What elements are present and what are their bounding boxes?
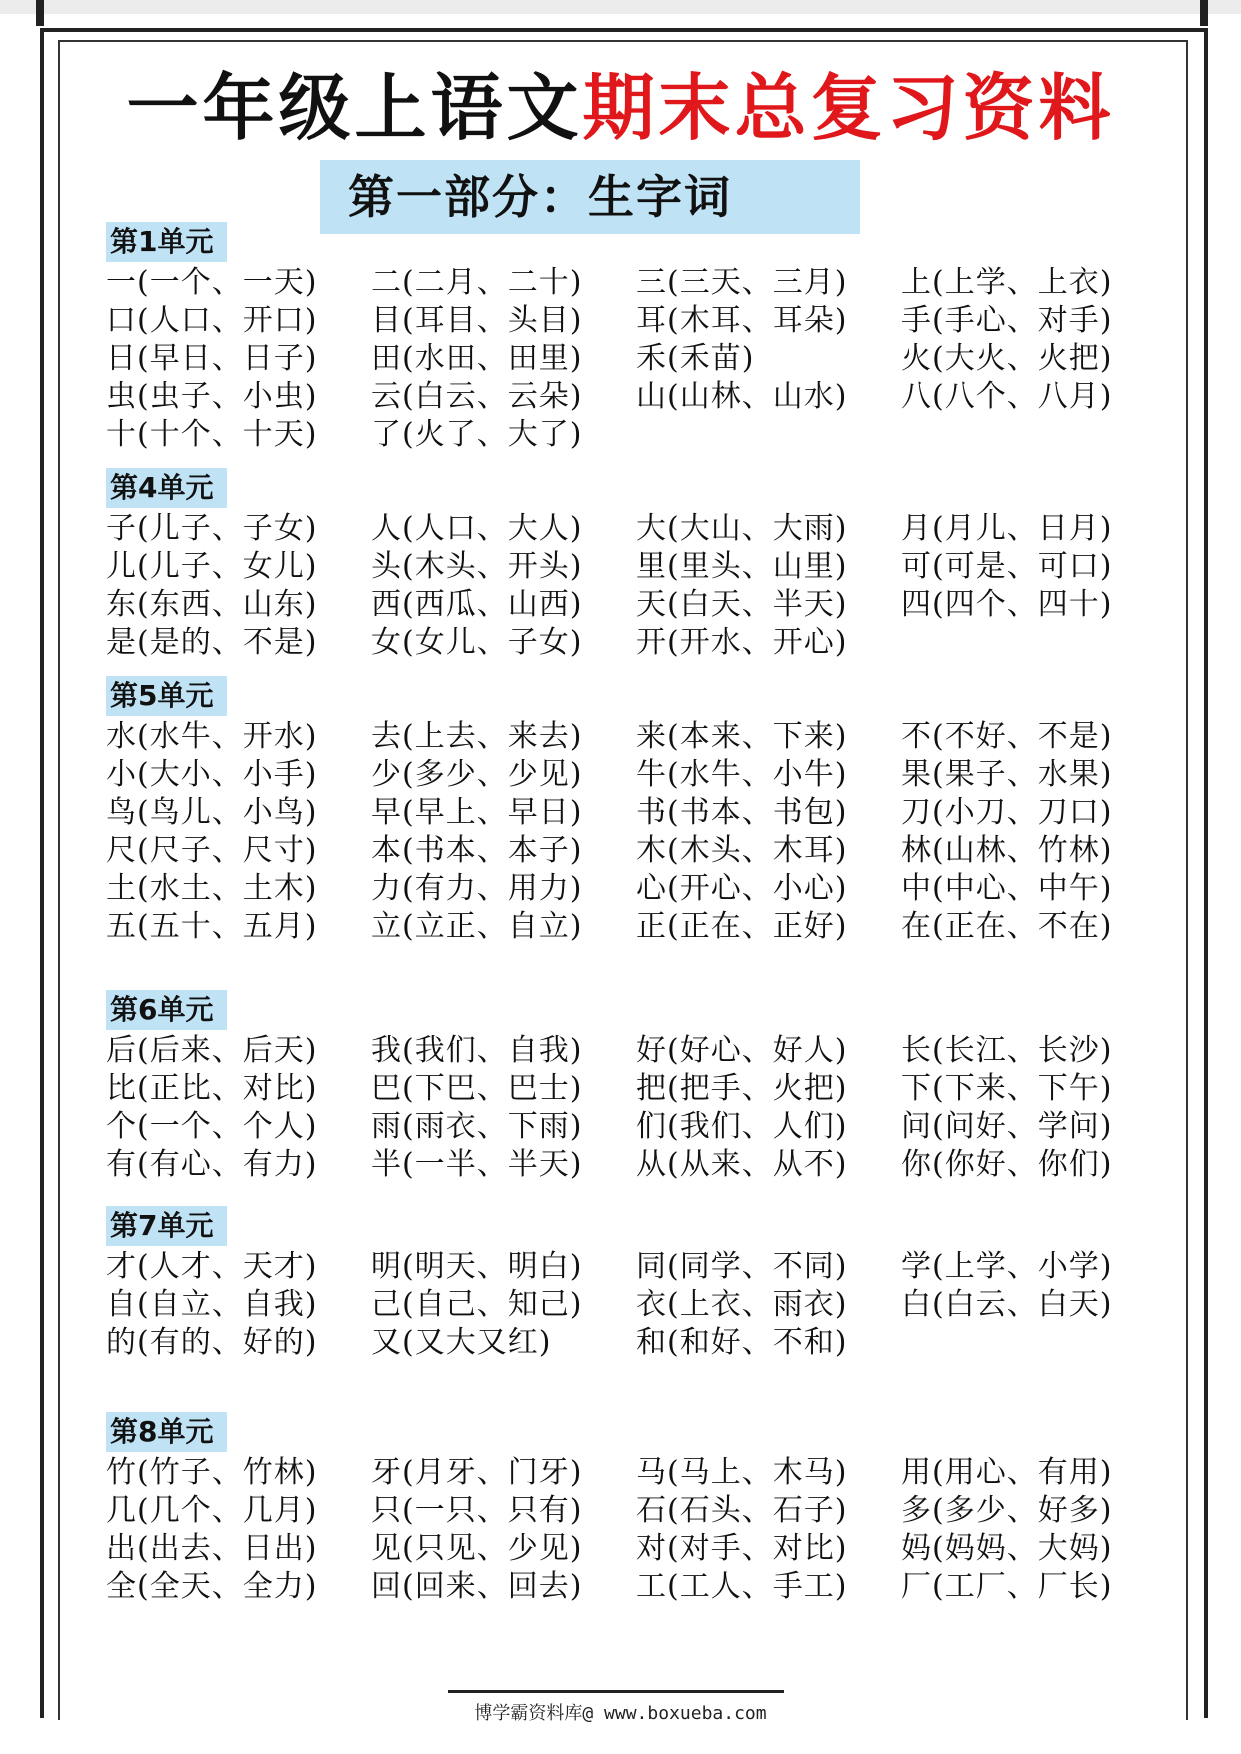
word-row: [106, 624, 1166, 662]
word-row: [106, 302, 1166, 340]
word-entry: 在(正在、不在): [901, 909, 1113, 944]
word-row: [106, 1032, 1166, 1070]
word-entry: 月(月儿、日月): [901, 511, 1113, 546]
word-row: [106, 340, 1166, 378]
word-row: [106, 586, 1166, 624]
word-entry: 鸟(鸟儿、小鸟): [106, 795, 318, 830]
word-row: [106, 1286, 1166, 1324]
word-entry: 木(木头、木耳): [636, 833, 848, 868]
word-entry: 正(正在、正好): [636, 909, 848, 944]
word-entry: 少(多少、少见): [371, 757, 583, 792]
word-entry: 才(人才、天才): [106, 1249, 318, 1284]
word-entry: 禾(禾苗): [636, 341, 755, 376]
word-entry: 把(把手、火把): [636, 1071, 848, 1106]
title-grade-subject: 一年级上语文: [126, 66, 583, 150]
word-entry: 开(开水、开心): [636, 625, 848, 660]
word-entry: 早(早上、早日): [371, 795, 583, 830]
word-entry: 们(我们、人们): [636, 1109, 848, 1144]
word-entry: 刀(小刀、刀口): [901, 795, 1113, 830]
word-row: [106, 870, 1166, 908]
word-entry: 日(早日、日子): [106, 341, 318, 376]
unit-label: 第5单元: [106, 676, 227, 716]
word-entry: 五(五十、五月): [106, 909, 318, 944]
word-row: [106, 718, 1166, 756]
word-entry: 土(水土、土木): [106, 871, 318, 906]
unit-5: [106, 676, 1166, 946]
word-entry: 十(十个、十天): [106, 417, 318, 452]
word-entry: 子(儿子、子女): [106, 511, 318, 546]
word-entry: 巴(下巴、巴士): [371, 1071, 583, 1106]
word-row: [106, 756, 1166, 794]
word-entry: 几(几个、几月): [106, 1493, 318, 1528]
word-entry: 中(中心、中午): [901, 871, 1113, 906]
word-row: [106, 908, 1166, 946]
word-entry: 田(水田、田里): [371, 341, 583, 376]
word-entry: 力(有力、用力): [371, 871, 583, 906]
unit-8: [106, 1412, 1166, 1606]
unit-1: [106, 222, 1166, 454]
word-entry: [636, 416, 901, 454]
word-entry: 衣(上衣、雨衣): [636, 1287, 848, 1322]
word-entry: 妈(妈妈、大妈): [901, 1531, 1113, 1566]
word-entry: 明(明天、明白): [371, 1249, 583, 1284]
word-entry: 学(上学、小学): [901, 1249, 1113, 1284]
word-entry: 尺(尺子、尺寸): [106, 833, 318, 868]
unit-label: 第4单元: [106, 468, 227, 508]
word-entry: 耳(木耳、耳朵): [636, 303, 848, 338]
word-entry: 有(有心、有力): [106, 1147, 318, 1182]
word-entry: 山(山林、山水): [636, 379, 848, 414]
word-entry: 厂(工厂、厂长): [901, 1569, 1113, 1604]
word-row: [106, 1108, 1166, 1146]
word-row: [106, 1454, 1166, 1492]
word-entry: 出(出去、日出): [106, 1531, 318, 1566]
word-entry: 可(可是、可口): [901, 549, 1113, 584]
word-entry: 多(多少、好多): [901, 1493, 1113, 1528]
word-entry: 个(一个、个人): [106, 1109, 318, 1144]
word-entry: 来(本来、下来): [636, 719, 848, 754]
word-row: [106, 1070, 1166, 1108]
word-entry: 去(上去、来去): [371, 719, 583, 754]
word-entry: 长(长江、长沙): [901, 1033, 1113, 1068]
word-entry: 是(是的、不是): [106, 625, 318, 660]
word-row: [106, 1568, 1166, 1606]
word-entry: 虫(虫子、小虫): [106, 379, 318, 414]
word-entry: 下(下来、下午): [901, 1071, 1113, 1106]
word-entry: 不(不好、不是): [901, 719, 1113, 754]
word-entry: 对(对手、对比): [636, 1531, 848, 1566]
word-entry: 云(白云、云朵): [371, 379, 583, 414]
word-entry: 人(人口、大人): [371, 511, 583, 546]
word-row: [106, 1492, 1166, 1530]
word-row: [106, 416, 1166, 454]
word-entry: 本(书本、本子): [371, 833, 583, 868]
word-entry: 八(八个、八月): [901, 379, 1113, 414]
unit-label: 第6单元: [106, 990, 227, 1030]
word-entry: 二(二月、二十): [371, 265, 583, 300]
word-entry: 上(上学、上衣): [901, 265, 1113, 300]
top-scan-strip: [0, 0, 1241, 14]
word-entry: 果(果子、水果): [901, 757, 1113, 792]
word-entry: 水(水牛、开水): [106, 719, 318, 754]
word-entry: 半(一半、半天): [371, 1147, 583, 1182]
unit-6: [106, 990, 1166, 1184]
unit-label: 第8单元: [106, 1412, 227, 1452]
word-row: [106, 548, 1166, 586]
word-entry: 头(木头、开头): [371, 549, 583, 584]
word-entry: 石(石头、石子): [636, 1493, 848, 1528]
word-entry: 儿(儿子、女儿): [106, 549, 318, 584]
word-entry: 目(耳目、头目): [371, 303, 583, 338]
word-entry: 和(和好、不和): [636, 1325, 848, 1360]
title-review-material: 期末总复习资料: [582, 66, 1115, 150]
word-entry: 后(后来、后天): [106, 1033, 318, 1068]
word-entry: [901, 1324, 1166, 1362]
section-heading: 第一部分：生字词: [320, 160, 860, 234]
word-entry: 牛(水牛、小牛): [636, 757, 848, 792]
word-entry: 的(有的、好的): [106, 1325, 318, 1360]
word-entry: 天(白天、半天): [636, 587, 848, 622]
word-entry: [901, 416, 1166, 454]
word-entry: [901, 624, 1166, 662]
word-entry: 问(问好、学问): [901, 1109, 1113, 1144]
word-entry: 口(人口、开口): [106, 303, 318, 338]
word-row: [106, 1530, 1166, 1568]
word-entry: 见(只见、少见): [371, 1531, 583, 1566]
footer-divider: [448, 1690, 784, 1693]
word-row: [106, 794, 1166, 832]
word-row: [106, 510, 1166, 548]
word-entry: 西(西瓜、山西): [371, 587, 583, 622]
word-entry: 女(女儿、子女): [371, 625, 583, 660]
footer-watermark: 博学霸资料库@ www.boxueba.com: [474, 1703, 767, 1724]
word-entry: 回(回来、回去): [371, 1569, 583, 1604]
page-title: [0, 66, 1241, 150]
word-entry: 小(大小、小手): [106, 757, 318, 792]
word-entry: 东(东西、山东): [106, 587, 318, 622]
unit-label: 第7单元: [106, 1206, 227, 1246]
word-row: [106, 1146, 1166, 1184]
word-row: [106, 264, 1166, 302]
word-entry: 只(一只、只有): [371, 1493, 583, 1528]
word-row: [106, 832, 1166, 870]
word-entry: 工(工人、手工): [636, 1569, 848, 1604]
word-entry: 己(自己、知己): [371, 1287, 583, 1322]
word-entry: 书(书本、书包): [636, 795, 848, 830]
word-entry: 了(火了、大了): [371, 417, 583, 452]
word-entry: 我(我们、自我): [371, 1033, 583, 1068]
word-entry: 手(手心、对手): [901, 303, 1113, 338]
word-entry: 牙(月牙、门牙): [371, 1455, 583, 1490]
word-entry: 好(好心、好人): [636, 1033, 848, 1068]
right-edge-mark: [1200, 0, 1208, 26]
word-entry: 同(同学、不同): [636, 1249, 848, 1284]
word-entry: 立(立正、自立): [371, 909, 583, 944]
word-row: [106, 1248, 1166, 1286]
word-entry: 一(一个、一天): [106, 265, 318, 300]
word-entry: 大(大山、大雨): [636, 511, 848, 546]
left-edge-mark: [36, 0, 44, 26]
word-entry: 又(又大又红): [371, 1325, 552, 1360]
word-entry: 白(白云、白天): [901, 1287, 1113, 1322]
word-entry: 三(三天、三月): [636, 265, 848, 300]
word-entry: 全(全天、全力): [106, 1569, 318, 1604]
unit-label: 第1单元: [106, 222, 227, 262]
word-entry: 马(马上、木马): [636, 1455, 848, 1490]
word-row: [106, 1324, 1166, 1362]
word-entry: 从(从来、从不): [636, 1147, 848, 1182]
word-entry: 四(四个、四十): [901, 587, 1113, 622]
unit-7: [106, 1206, 1166, 1362]
word-entry: 里(里头、山里): [636, 549, 848, 584]
word-row: [106, 378, 1166, 416]
word-entry: 林(山林、竹林): [901, 833, 1113, 868]
unit-4: [106, 468, 1166, 662]
word-entry: 心(开心、小心): [636, 871, 848, 906]
word-entry: 火(大火、火把): [901, 341, 1113, 376]
word-entry: 竹(竹子、竹林): [106, 1455, 318, 1490]
word-entry: 你(你好、你们): [901, 1147, 1113, 1182]
word-entry: 比(正比、对比): [106, 1071, 318, 1106]
word-entry: 雨(雨衣、下雨): [371, 1109, 583, 1144]
word-entry: 自(自立、自我): [106, 1287, 318, 1322]
word-entry: 用(用心、有用): [901, 1455, 1113, 1490]
